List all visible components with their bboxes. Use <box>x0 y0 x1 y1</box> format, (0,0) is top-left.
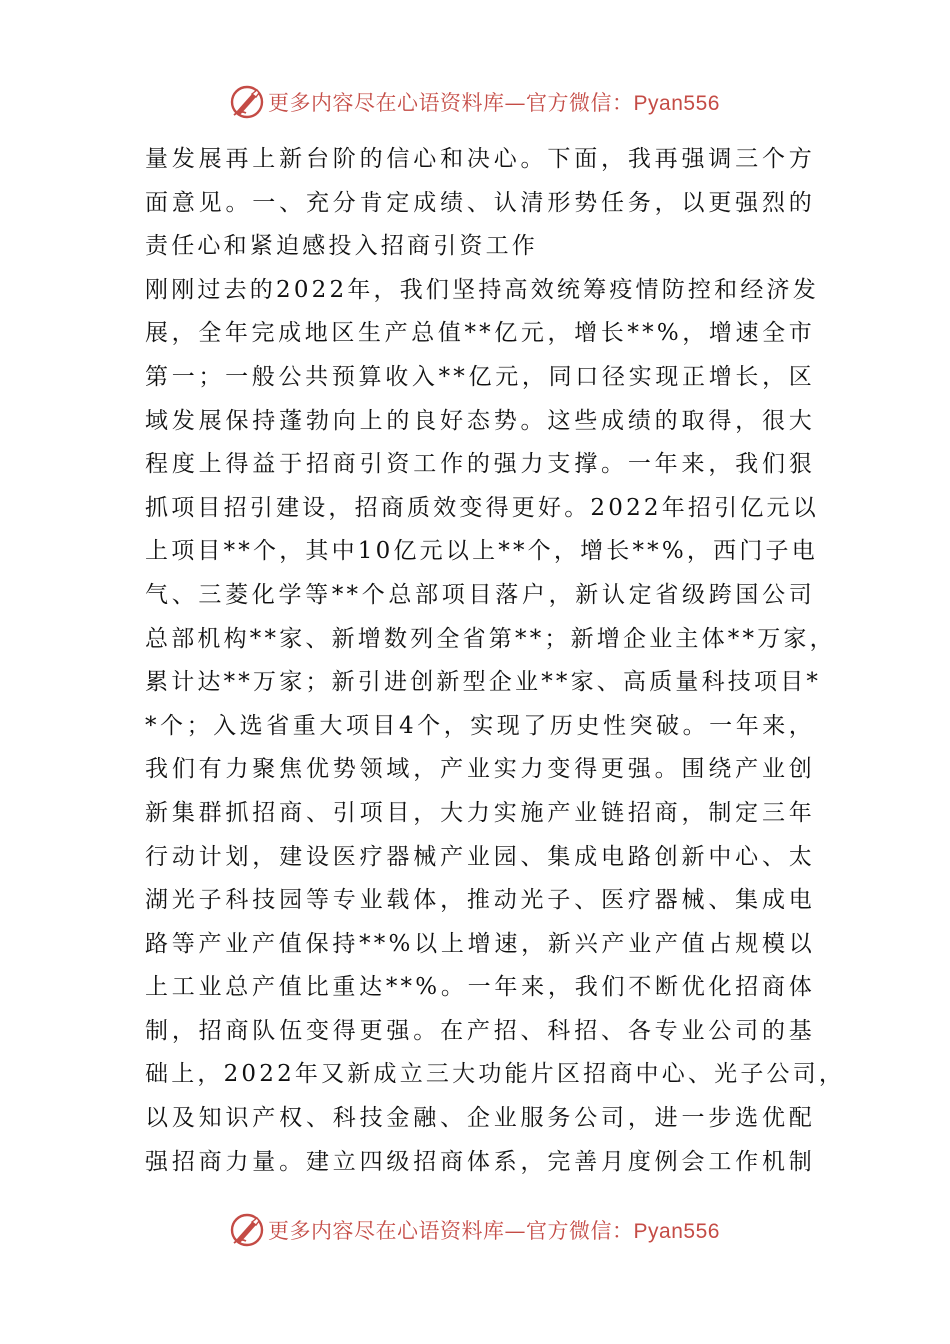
body-line: 础上，2022年又新成立三大功能片区招商中心、光子公司， <box>145 1061 846 1088</box>
body-line: 第一；一般公共预算收入**亿元，同口径实现正增长，区 <box>145 363 815 390</box>
body-line: 新集群抓招商、引项目，大力实施产业链招商，制定三年 <box>145 799 815 826</box>
banner-text <box>268 87 720 117</box>
banner-wechat-id: Pyan556 <box>633 92 720 115</box>
banner-text <box>268 1215 720 1245</box>
document-body <box>145 138 846 1184</box>
footer-banner <box>0 1210 950 1250</box>
body-line: 上工业总产值比重达**%。一年来，我们不断优化招商体 <box>145 974 815 1001</box>
body-line: 面意见。一、充分肯定成绩、认清形势任务，以更强烈的 <box>145 189 815 216</box>
body-line: 路等产业产值保持**%以上增速，新兴产业产值占规模以 <box>145 930 815 957</box>
body-line: 强招商力量。建立四级招商体系，完善月度例会工作机制 <box>145 1148 815 1175</box>
body-line: 行动计划，建设医疗器械产业园、集成电路创新中心、太 <box>145 843 815 870</box>
body-line: 责任心和紧迫感投入招商引资工作 <box>145 233 538 260</box>
body-line: 湖光子科技园等专业载体，推动光子、医疗器械、集成电 <box>145 887 815 914</box>
pen-logo-icon <box>230 1213 264 1247</box>
banner-site: 更多内容尽在心语资料库 <box>268 1219 505 1243</box>
banner-site: 更多内容尽在心语资料库 <box>268 91 505 115</box>
banner-label: 官方微信： <box>526 1219 634 1243</box>
body-line: 量发展再上新台阶的信心和决心。下面，我再强调三个方 <box>145 146 815 172</box>
pen-logo-icon <box>230 85 264 119</box>
body-line: 以及知识产权、科技金融、企业服务公司，进一步选优配 <box>145 1105 815 1132</box>
body-line: 程度上得益于招商引资工作的强力支撑。一年来，我们狠 <box>145 451 815 478</box>
banner-separator: — <box>504 1219 527 1243</box>
body-line: 气、三菱化学等**个总部项目落户，新认定省级跨国公司 <box>145 581 815 608</box>
body-line: 制，招商队伍变得更强。在产招、科招、各专业公司的基 <box>145 1017 815 1044</box>
body-line: *个；入选省重大项目4个，实现了历史性突破。一年来， <box>145 712 815 739</box>
banner-separator: — <box>504 91 527 115</box>
body-line: 上项目**个，其中10亿元以上**个，增长**%，西门子电 <box>145 538 818 565</box>
body-line: 刚刚过去的2022年，我们坚持高效统筹疫情防控和经济发 <box>145 276 819 303</box>
banner-wechat-id: Pyan556 <box>633 1220 720 1243</box>
body-line: 我们有力聚焦优势领域，产业实力变得更强。围绕产业创 <box>145 756 815 783</box>
body-line: 累计达**万家；新引进创新型企业**家、高质量科技项目* <box>145 669 822 696</box>
body-line: 域发展保持蓬勃向上的良好态势。这些成绩的取得，很大 <box>145 407 815 434</box>
header-banner <box>0 82 950 122</box>
body-line: 总部机构**家、新增数列全省第**；新增企业主体**万家， <box>145 625 836 652</box>
banner-label: 官方微信： <box>526 91 634 115</box>
body-line: 展，全年完成地区生产总值**亿元，增长**%，增速全市 <box>145 320 815 347</box>
body-line: 抓项目招引建设，招商质效变得更好。2022年招引亿元以 <box>145 494 819 521</box>
